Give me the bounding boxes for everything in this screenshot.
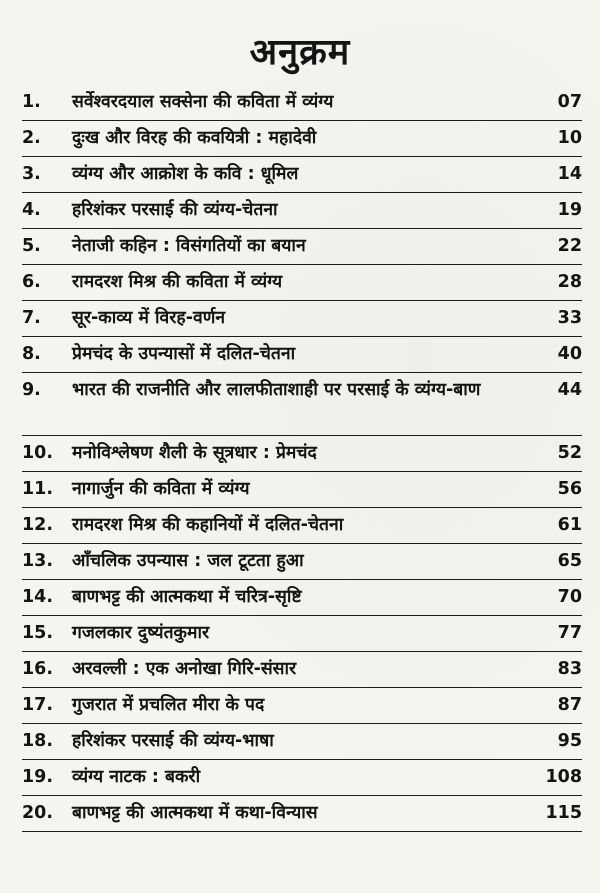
entry-page-number: 52 <box>557 443 582 463</box>
entry-number: 12. <box>22 515 54 535</box>
entry-title: सूर-काव्य में विरह-वर्णन <box>72 308 226 328</box>
entry-number: 1. <box>22 92 41 112</box>
entry-page-number: 28 <box>557 272 582 292</box>
entry-page-number: 70 <box>557 587 582 607</box>
entry-number: 9. <box>22 380 41 400</box>
toc-entry <box>22 616 582 652</box>
entry-page-number: 19 <box>557 200 582 220</box>
toc-entry <box>22 229 582 265</box>
entry-page-number: 40 <box>557 344 582 364</box>
entry-title: दुःख और विरह की कवयित्री : महादेवी <box>72 128 317 148</box>
entry-title: व्यंग्य नाटक : बकरी <box>72 767 201 787</box>
entry-page-number: 14 <box>557 164 582 184</box>
entry-page-number: 83 <box>557 659 582 679</box>
entry-title: प्रेमचंद के उपन्यासों में दलित-चेतना <box>72 344 296 364</box>
entry-title: व्यंग्य और आक्रोश के कवि : धूमिल <box>72 164 299 184</box>
entry-number: 2. <box>22 128 41 148</box>
entry-title: आँचलिक उपन्यास : जल टूटता हुआ <box>72 551 304 571</box>
entry-page-number: 07 <box>557 92 582 112</box>
entry-number: 16. <box>22 659 54 679</box>
entry-number: 13. <box>22 551 54 571</box>
entry-title: बाणभट्ट की आत्मकथा में कथा-विन्यास <box>72 803 318 823</box>
toc-entry <box>22 472 582 508</box>
entry-page-number: 61 <box>557 515 582 535</box>
entry-number: 17. <box>22 695 54 715</box>
entry-number: 19. <box>22 767 54 787</box>
toc-entry <box>22 688 582 724</box>
entry-page-number: 108 <box>545 767 582 787</box>
toc-entry <box>22 544 582 580</box>
toc-entry <box>22 580 582 616</box>
entry-title: रामदरश मिश्र की कहानियों में दलित-चेतना <box>72 515 344 535</box>
entry-title: हरिशंकर परसाई की व्यंग्य-चेतना <box>72 200 278 220</box>
entry-page-number: 44 <box>557 380 582 400</box>
entry-title: गुजरात में प्रचलित मीरा के पद <box>72 695 265 715</box>
entry-number: 5. <box>22 236 41 256</box>
entry-title: हरिशंकर परसाई की व्यंग्य-भाषा <box>72 731 274 751</box>
entry-title: गजलकार दुष्यंतकुमार <box>72 623 210 643</box>
entry-title: नागार्जुन की कविता में व्यंग्य <box>72 479 250 499</box>
toc-entry <box>22 301 582 337</box>
entry-title: नेताजी कहिन : विसंगतियों का बयान <box>72 236 306 256</box>
toc-entry <box>22 724 582 760</box>
entry-number: 15. <box>22 623 54 643</box>
toc-entry <box>22 193 582 229</box>
toc-entry <box>22 796 582 832</box>
entry-title: बाणभट्ट की आत्मकथा में चरित्र-सृष्टि <box>72 587 302 607</box>
entry-page-number: 87 <box>557 695 582 715</box>
entry-title: भारत की राजनीति और लालफीताशाही पर परसाई के व्यंग्य-बाण <box>72 380 481 400</box>
toc-entry <box>22 85 582 121</box>
entry-title: अरवल्ली : एक अनोखा गिरि-संसार <box>72 659 297 679</box>
toc-entry <box>22 121 582 157</box>
entry-page-number: 65 <box>557 551 582 571</box>
entry-number: 3. <box>22 164 41 184</box>
entry-number: 6. <box>22 272 41 292</box>
entry-title: सर्वेश्वरदयाल सक्सेना की कविता में व्यंग्य <box>72 92 334 112</box>
entry-number: 7. <box>22 308 41 328</box>
entry-number: 4. <box>22 200 41 220</box>
entry-page-number: 33 <box>557 308 582 328</box>
entry-number: 8. <box>22 344 41 364</box>
toc-entry <box>22 337 582 373</box>
entry-page-number: 77 <box>557 623 582 643</box>
toc-entry <box>22 436 582 472</box>
page-title: अनुक्रम <box>249 32 351 73</box>
entry-number: 18. <box>22 731 54 751</box>
entry-page-number: 95 <box>557 731 582 751</box>
toc-entry <box>22 508 582 544</box>
entry-title: रामदरश मिश्र की कविता में व्यंग्य <box>72 272 283 292</box>
toc-entry <box>22 373 582 436</box>
entry-title: मनोविश्लेषण शैली के सूत्रधार : प्रेमचंद <box>72 443 317 463</box>
entry-page-number: 22 <box>557 236 582 256</box>
entry-page-number: 56 <box>557 479 582 499</box>
entry-page-number: 115 <box>545 803 582 823</box>
entry-number: 20. <box>22 803 54 823</box>
toc-entry <box>22 652 582 688</box>
entry-number: 11. <box>22 479 54 499</box>
toc-entry <box>22 265 582 301</box>
entry-number: 10. <box>22 443 54 463</box>
toc-entry <box>22 760 582 796</box>
entry-page-number: 10 <box>557 128 582 148</box>
entry-number: 14. <box>22 587 54 607</box>
toc-entry <box>22 157 582 193</box>
table-of-contents <box>22 85 582 832</box>
